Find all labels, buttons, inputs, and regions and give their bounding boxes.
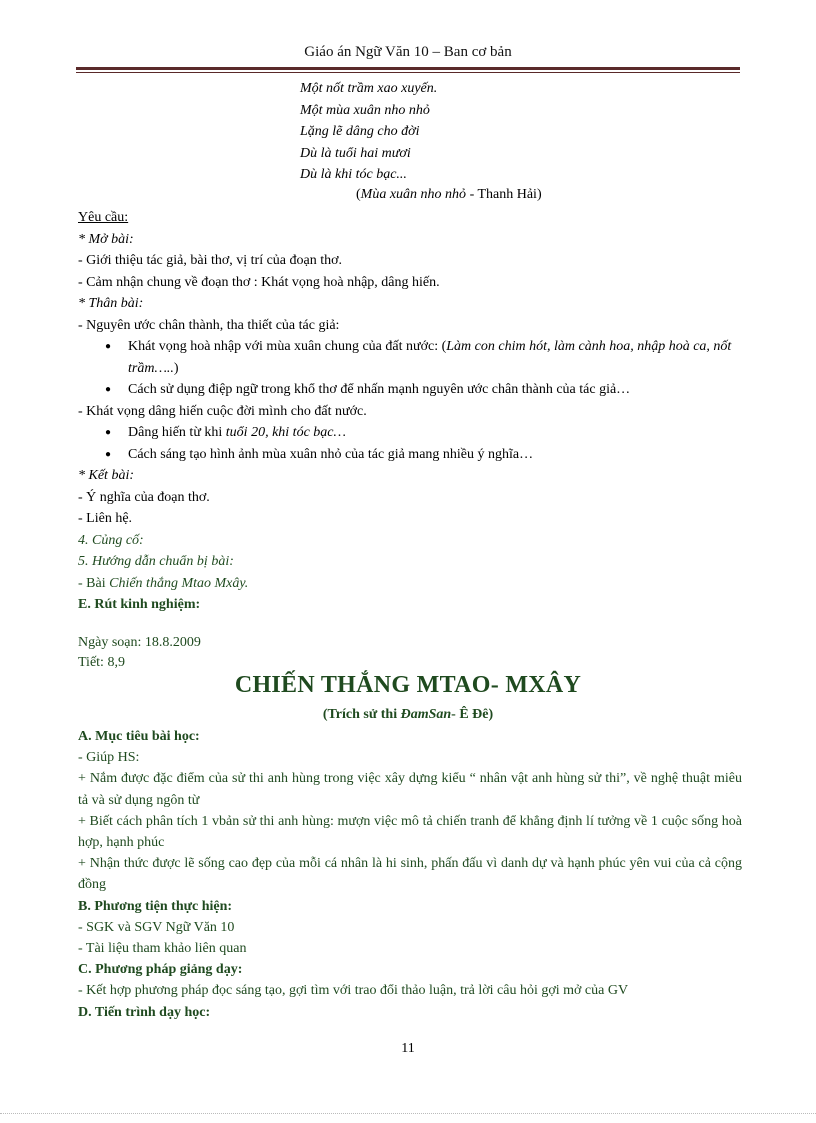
objective-item: + Nắm được đặc điểm của sử thi anh hùng trong việc xây dựng kiểu “ nhân vật anh hùng sử thi”, về nghệ thuật miêu tả và sử dụng ngôn từ — [78, 771, 742, 808]
poem-line: Một nốt trầm xao xuyến. — [300, 81, 438, 96]
bullet-italic-text: Làm con chim hót, làm cành hoa, nhập hoà ca, nốt trầm….. — [128, 339, 732, 376]
poem-credit — [356, 185, 542, 205]
bullet-text: Cách sáng tạo hình ảnh mùa xuân nhỏ của tác giả mang nhiều ý nghĩa… — [128, 446, 534, 462]
subtitle-text: (Trích sử thi — [322, 707, 401, 722]
poem-credit-title: Mùa xuân nho nhỏ — [360, 187, 467, 202]
means-item: - Tài liệu tham khảo liên quan — [78, 941, 247, 957]
body-point: - Khát vọng dâng hiến cuộc đời mình cho đất nước. — [78, 403, 367, 419]
lesson-meta — [78, 633, 201, 673]
lesson-title: CHIẾN THẮNG MTAO- MXÂY — [234, 672, 582, 698]
body-heading: * Thân bài: — [78, 296, 144, 311]
poem-credit-open: ( — [356, 187, 361, 202]
lesson-plan-section — [78, 726, 742, 1023]
bullet-italic-text: tuổi 20, khi tóc bạc… — [225, 425, 346, 440]
header-rule — [76, 67, 740, 73]
page-bottom-border — [0, 1113, 816, 1114]
conclusion-heading: * Kết bài: — [78, 468, 134, 483]
subtitle-work: ĐamSan — [400, 707, 452, 722]
method-heading: C. Phương pháp giảng dạy: — [78, 962, 243, 978]
poem-excerpt — [300, 78, 437, 186]
conclusion-line: - Liên hệ. — [78, 511, 133, 526]
bullet-text: Khát vọng hoà nhập với mùa xuân chung của đất nước: ( — [128, 339, 447, 354]
bullet-item — [78, 444, 742, 466]
intro-heading: * Mở bài: — [78, 231, 134, 247]
consolidate-heading: 4. Củng cố: — [78, 532, 144, 548]
poem-line: Dù là tuổi hai mươi — [300, 145, 411, 161]
intro-line: - Cảm nhận chung về đoạn thơ : Khát vọng hoà nhập, dâng hiến. — [78, 274, 440, 290]
page-number: 11 — [401, 1041, 415, 1056]
prepare-item-title: Chiến thắng Mtao Mxây. — [109, 575, 249, 591]
poem-line: Dù là khi tóc bạc... — [300, 167, 407, 182]
requirements-section — [78, 207, 742, 616]
objective-item: + Biết cách phân tích 1 vbản sử thi anh hùng: mượn việc mô tả chiến tranh để khẳng định lí tưởng về 1 cuộc sống hoà hợp, hạnh phúc — [78, 813, 742, 851]
bullet-item — [78, 336, 742, 379]
bullet-item — [78, 379, 742, 401]
body-point: - Nguyên ước chân thành, tha thiết của tác giả: — [78, 317, 340, 333]
page-header: Giáo án Ngữ Văn 10 – Ban cơ bản — [304, 44, 512, 60]
poem-credit-author: - Thanh Hải) — [466, 187, 542, 202]
intro-line: - Giới thiệu tác giả, bài thơ, vị trí của đoạn thơ. — [78, 253, 343, 268]
prepare-heading: 5. Hướng dẫn chuẩn bị bài: — [78, 554, 234, 569]
reflection-heading: E. Rút kinh nghiệm: — [78, 597, 201, 612]
lesson-period: Tiết: 8,9 — [78, 655, 125, 670]
bullet-item — [78, 422, 742, 444]
objective-item: + Nhận thức được lẽ sống cao đẹp của mỗi cá nhân là hi sinh, phấn đấu vì danh dự và hạnh phúc yên vui của cả cộng đồng — [78, 856, 742, 893]
means-item: - SGK và SGV Ngữ Văn 10 — [78, 919, 235, 935]
objectives-intro: - Giúp HS: — [78, 750, 140, 766]
poem-line: Một mùa xuân nho nhỏ — [300, 102, 430, 118]
bullet-text: Dâng hiến từ khi — [128, 425, 226, 440]
requirements-heading: Yêu cầu: — [78, 210, 129, 225]
means-heading: B. Phương tiện thực hiện: — [78, 898, 233, 914]
prepare-item-text: - Bài — [78, 575, 110, 591]
lesson-date: Ngày soạn: 18.8.2009 — [78, 635, 201, 650]
process-heading: D. Tiến trình dạy học: — [78, 1004, 211, 1020]
bullet-close: ) — [173, 360, 179, 376]
method-item: - Kết hợp phương pháp đọc sáng tạo, gợi tìm với trao đổi thảo luận, trả lời câu hỏi gợi mở của GV — [78, 983, 629, 999]
subtitle-end: - Ê Đê) — [451, 707, 494, 722]
prepare-item — [78, 573, 742, 595]
bullet-text: Cách sử dụng điệp ngữ trong khổ thơ để nhấn mạnh nguyên ước chân thành của tác giả… — [128, 382, 631, 397]
lesson-subtitle — [0, 707, 816, 723]
objectives-heading: A. Mục tiêu bài học: — [78, 729, 200, 744]
conclusion-line: - Ý nghĩa của đoạn thơ. — [78, 489, 210, 505]
poem-line: Lặng lẽ dâng cho đời — [300, 124, 420, 139]
